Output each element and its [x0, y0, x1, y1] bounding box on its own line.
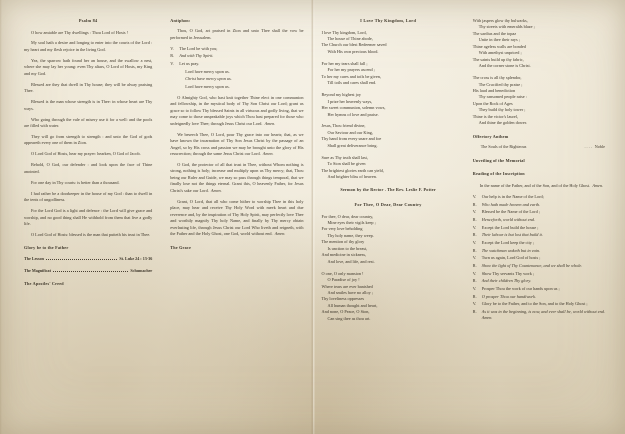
kyrie-line	[170, 69, 303, 75]
magnificat-leader	[24, 268, 152, 274]
hymn-line: And thine the golden dower.	[478, 120, 528, 126]
hymn-line: The sardius and the topaz	[472, 30, 517, 36]
hymn-stanza	[322, 30, 455, 56]
offertory-heading: Offertory Anthem	[472, 133, 509, 139]
invocation-text: In the name of the Father, and of the Son, and of the Holy Ghost.	[479, 183, 591, 189]
lesson-reference: St. Luke 24 : 13-36	[119, 255, 153, 261]
psalm-verse: O how amiable are Thy dwellings : Thou Lord of Hosts !	[31, 29, 128, 35]
psalm-verse: O Lord God of Hosts: blessed is the man that putteth his trust in Thee.	[31, 231, 151, 237]
offertory-anthem-entry	[473, 144, 605, 150]
kyrie-line	[170, 76, 303, 82]
hymn-line: Unite in thee their rays ;	[478, 37, 520, 43]
hymn-line: The cross is all thy splendor,	[472, 75, 522, 81]
hymn-line: They build thy holy tower ;	[478, 107, 526, 113]
hymn-line: I love Thy kingdom, Lord,	[321, 29, 367, 35]
versicle-line	[473, 225, 605, 231]
collect-paragraph	[170, 162, 303, 194]
grace-heading: The Grace	[170, 244, 192, 250]
response-mark: R.	[472, 278, 477, 284]
versicle-text: Except the Lord build the house ;	[481, 224, 539, 230]
versicle-text: Glory be to the Father, and to the Son, and to the Holy Ghost ;	[481, 301, 588, 307]
hymn-line: Thy holy name, they weep.	[327, 232, 374, 238]
hymn-line: O one, O only mansion !	[321, 270, 364, 276]
column-memorial	[464, 18, 615, 434]
amen: Amen.	[592, 183, 604, 189]
psalm-verse: Who going through the vale of misery use it for a well: and the pools are filled with water.	[24, 116, 153, 129]
response-line	[473, 217, 605, 223]
versicle-mark: V.	[170, 61, 174, 67]
hymn-stanza	[322, 271, 455, 323]
hymn2-title: For Thee, O Dear, Dear Country	[354, 201, 422, 207]
hymn-line: To Sion shall be given	[327, 161, 366, 167]
hymn-line: Thy loveliness oppresses	[321, 296, 364, 302]
psalm-verse: For the Lord God is a light and defence : the Lord will give grace and worship, and no good thing shall He withhold from them that live a godly life.	[24, 208, 153, 226]
kyrie-spacer	[170, 76, 179, 82]
versicle-line	[170, 46, 303, 52]
hymn-line: Thine ageless walls are bonded	[472, 43, 526, 49]
psalm-verse: Blessed is the man whose strength is in Thee: in whose heart are Thy ways.	[24, 99, 153, 111]
psalm-verse: O Lord God of Hosts, hear my prayer: hearken, O God of Jacob.	[31, 151, 141, 157]
collect-text: O God, the protector of all that trust in Thee, without Whom nothing is strong, nothing is holy; increase and multiply upon us Thy mercy; that, Thou being our Ruler and Guide, we may so pass through things temporal, that we finally lose not the things eternal. Grant this, O heavenly Father, for Jesus Christ's sake our Lord.	[170, 162, 304, 193]
response-mark: R.	[472, 308, 477, 314]
collect-text: We beseech Thee, O Lord, pour Thy grace into our hearts; that, as we have known the incarnation of Thy Son Jesus Christ by the passage of an Angel, so by His cross and passion we may be brought unto the glory of His resurrection; through the same Jesus Christ our Lord.	[170, 131, 304, 157]
response-line	[473, 294, 605, 300]
invocation-paragraph	[473, 183, 605, 189]
antiphon-heading: Antiphon:	[170, 18, 191, 23]
hymn-line: Thy ransomed people raise :	[478, 94, 527, 100]
versicle-mark: V.	[472, 255, 477, 261]
hymn-stanza	[322, 61, 455, 87]
hymn-line: The Church our blest Redeemer saved	[321, 42, 387, 48]
hymn-line: With amethyst unpriced ;	[478, 50, 522, 56]
versicle-text: Prosper Thou the work of our hands upon us ;	[481, 285, 560, 291]
hymn-line: The brightest glories earth can yield,	[321, 167, 384, 173]
kyrie-text: Lord have mercy upon us.	[185, 68, 230, 74]
versicle-mark: V.	[170, 45, 174, 51]
psalm-verse: Blessed are they that dwell in Thy house; they will be alway praising Thee.	[24, 81, 153, 94]
versicle-text: Blessed be the Name of the Lord ;	[481, 209, 540, 215]
versicle-mark: V.	[472, 285, 477, 291]
hymn-line: Where tears are ever banished	[321, 283, 373, 289]
versicle-mark: V.	[472, 240, 477, 246]
hymn-line: With His own precious blood.	[327, 48, 379, 54]
response-text: The watchman waketh but in vain.	[481, 247, 541, 253]
amen: Amen.	[264, 120, 276, 126]
offertory-anthem-composer: Noble	[594, 144, 605, 150]
hymn-line: Is unction to the breast,	[327, 245, 368, 251]
responses-block	[473, 194, 605, 322]
hymn-line: Thine is the victor's laurel,	[472, 113, 519, 119]
hymn-line: And love, and life, and rest.	[327, 258, 375, 264]
versicle-text: Show Thy servants Thy work ;	[481, 270, 535, 276]
hymn-line: Her hymns of love and praise.	[327, 111, 379, 117]
collect-paragraph	[170, 132, 303, 158]
psalm-heading: Psalm 84	[78, 18, 98, 23]
versicle-mark: V.	[472, 209, 477, 215]
creed-heading: The Apostles' Creed	[24, 281, 64, 287]
hymn-line: His laud and benediction	[472, 88, 516, 94]
hymn-line: Beyond my highest joy	[321, 92, 362, 98]
response-mark: R.	[472, 262, 477, 268]
versicle-line	[473, 286, 605, 292]
kyrie-spacer	[170, 69, 179, 75]
column-antiphon-collects	[161, 18, 312, 434]
column-psalm	[10, 18, 161, 434]
hymn-line: The mention of thy glory	[321, 239, 365, 245]
unveiling-heading: Unveiling of the Memorial	[472, 157, 525, 163]
hymn-stanza	[322, 155, 455, 181]
psalm-verses	[24, 30, 152, 239]
reading-heading: Reading of the Inscription	[472, 170, 525, 176]
response-text: And their children Thy glory.	[481, 278, 532, 284]
response-line	[473, 202, 605, 208]
hymn-line: To her my cares and toils be given,	[321, 73, 381, 79]
response-line	[473, 278, 605, 284]
response-line	[473, 263, 605, 269]
response-mark: R.	[472, 247, 477, 253]
response-text: And with Thy Spirit.	[179, 53, 214, 59]
hymn-stanza	[322, 214, 455, 266]
hymn-line: Sure as Thy truth shall last,	[321, 154, 368, 160]
versicle-text: Turn us again, Lord God of hosts ;	[481, 255, 541, 261]
hymn-line: The saints build up thy fabric,	[472, 56, 524, 62]
versicle-line	[170, 61, 303, 67]
hymn-line: For very love beholding	[321, 226, 363, 232]
magnificat-composer: Schumacher	[130, 268, 153, 273]
hymn-line: With jaspers glow thy bulwarks,	[472, 18, 528, 23]
hymn-line: Thy hand from every snare and foe	[321, 136, 382, 142]
versicle-text: Our help is in the Name of the Lord;	[481, 194, 544, 200]
collect-text: Grant, O Lord, that all who come hither to worship Thee in this holy place, may hear and receive Thy Holy Word with meek heart and due reverence and, by the inspiration of Thy Holy Spirit, may perfectly love Thee and worthily magnify Thy holy Name, and finally by Thy mercy obtain everlasting life, through Jesus Christ our Lord Who liveth and reigneth, with the Father and the Holy Ghost, one God, world without end.	[170, 198, 304, 237]
hymn-line: And medicine in sickness,	[321, 252, 367, 258]
hymn-line: For thee, O dear, dear country,	[321, 213, 374, 219]
hymn-stanza	[322, 123, 455, 149]
hymn-line: And smiles have no alloy ;	[327, 289, 373, 295]
lesson-leader	[24, 256, 152, 262]
psalm-verse: I had rather be a doorkeeper in the house of my God : than to dwell in the tents of ungodliness.	[24, 190, 153, 203]
hymn-line: And none, O Peace, O Sion,	[321, 309, 370, 315]
hymn-line: Jesus, Thou friend divine,	[321, 123, 366, 129]
kyrie-text: Christ have mercy upon us.	[185, 76, 232, 82]
hymn-line: Her sweet communion, solemn vows,	[321, 105, 386, 111]
response-text: Their labour is but lost that build it.	[481, 232, 543, 238]
response-line	[473, 232, 605, 238]
hymn-line: Our Saviour and our King,	[327, 129, 373, 135]
kyrie-line	[170, 84, 303, 90]
hymn-line: Shall great deliverance bring.	[327, 142, 378, 148]
versicle-mark: V.	[472, 194, 477, 200]
psalm-verse: They will go from strength to strength : and unto the God of gods appeareth every one of them in Zion.	[24, 133, 153, 146]
hymn-stanza	[322, 92, 455, 118]
versicle-line	[473, 194, 605, 200]
versicle-line	[473, 240, 605, 246]
offertory-anthem-separator: . . . .	[584, 144, 592, 150]
hymn-line: And brighter bliss of heaven.	[327, 174, 377, 180]
response-text: As it was in the beginning, is now, and ever shall be, world without end. Amen.	[481, 308, 605, 321]
versicle-text: Let us pray.	[179, 61, 200, 67]
psalm-verse: For one day in Thy courts: is better than a thousand.	[31, 179, 120, 185]
hymn-line: Can sing thee as thou art.	[327, 315, 371, 321]
versicle-line	[473, 209, 605, 215]
kyrie-text: Lord have mercy upon us.	[185, 83, 230, 89]
collect-paragraph	[170, 199, 303, 238]
antiphon-text: Thou, O God, art praised in Zion and unto Thee shall the vow be performed in Jerusalem.	[170, 28, 304, 40]
dot-leader	[53, 268, 128, 272]
response-mark: R.	[472, 293, 477, 299]
response-line	[170, 53, 303, 59]
gloria-heading: Glory be to the Father	[24, 245, 69, 251]
versicle-line	[473, 271, 605, 277]
hymn-line: I prize her heavenly ways,	[327, 98, 373, 104]
versicle-mark: V.	[472, 270, 477, 276]
response-mark: R.	[170, 53, 175, 59]
hymn-line: O Paradise of joy !	[327, 277, 360, 283]
response-text: Who hath made heaven and earth.	[481, 201, 541, 207]
psalm-verse: My soul hath a desire and longing to enter into the courts of the Lord : my heart and my flesh rejoice in the living God.	[24, 40, 153, 52]
response-mark: R.	[472, 201, 477, 207]
response-text: Henceforth, world without end.	[481, 217, 535, 223]
collect-paragraph	[170, 95, 303, 127]
magnificat-label: The Magnificat	[24, 268, 51, 273]
versicle-block	[170, 46, 303, 91]
hymn-line: Thy streets with emeralds blaze ;	[478, 24, 535, 30]
versicle-text: Except the Lord keep the city ;	[481, 240, 535, 246]
kyrie-spacer	[170, 84, 179, 90]
column-hymns	[313, 18, 464, 434]
amen: Amen.	[210, 187, 222, 193]
response-mark: R.	[472, 217, 477, 223]
sermon-heading: Sermon by the Rector . The Rev. Leslie F. Potter	[340, 186, 436, 192]
response-line	[473, 248, 605, 254]
versicle-line	[473, 301, 605, 307]
hymn-title: I Love Thy Kingdom, Lord	[360, 18, 417, 23]
hymn-line: For her my tears shall fall ;	[321, 60, 368, 66]
lesson-label: The Lesson	[24, 255, 44, 261]
response-line	[473, 309, 605, 322]
versicle-mark: V.	[472, 301, 477, 307]
hymn-line: And the corner stone is Christ.	[478, 63, 531, 69]
hymn-line: All human thought and heart,	[327, 302, 378, 308]
amen: Amen.	[262, 151, 274, 157]
hymn-line: The Crucified thy praise ;	[478, 81, 523, 87]
hymn-line: Till toils and cares shall end.	[327, 80, 377, 86]
hymn-line: Mine eyes their vigils keep ;	[327, 219, 376, 225]
psalm-verse: Yea, the sparrow hath found her an house, and the swallow a nest, where she may lay her young: even Thy altars, O Lord of Hosts, my King and my God.	[24, 57, 153, 76]
hymn-stanza	[473, 75, 605, 127]
hymn-line: Upon the Rock of Ages	[472, 100, 513, 106]
versicle-mark: V.	[472, 224, 477, 230]
dot-leader	[46, 256, 117, 260]
psalm-verse: Behold, O God, our defender : and look upon the face of Thine anointed.	[24, 162, 153, 174]
versicle-text: The Lord be with you;	[179, 45, 218, 51]
versicle-line	[473, 255, 605, 261]
hymn-line: For her my prayers ascend ;	[327, 67, 375, 73]
hymn-line: The house of Thine abode,	[327, 35, 373, 41]
response-text: Show the light of Thy Countenance, and we shall be whole.	[481, 262, 583, 268]
offertory-anthem-title: The Souls of the Righteous	[480, 144, 527, 150]
hymn-stanza	[473, 18, 605, 70]
amen: Amen.	[274, 231, 286, 237]
response-mark: R.	[472, 232, 477, 238]
collect-text: O Almighty God, who hast knit together Thine elect in one communion and fellowship, in the mystical body of Thy Son Christ our Lord; grant us grace so to follow Thy blessed Saints in all virtuous and godly living, that we may come to those unspeakable joys which Thou hast prepared for those who unfeignedly love Thee; through Jesus Christ our Lord.	[170, 94, 304, 126]
response-text: O prosper Thou our handiwork.	[481, 293, 537, 299]
